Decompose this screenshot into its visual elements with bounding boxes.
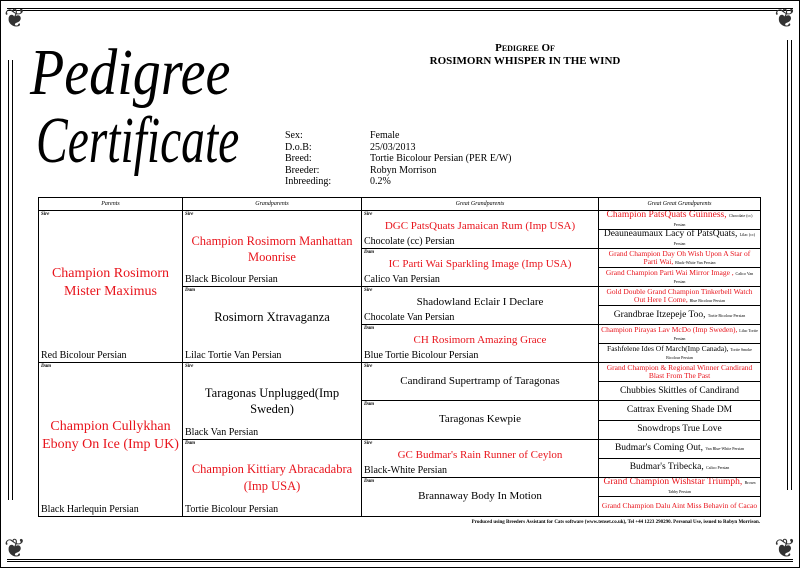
colour-text: Calico Persian bbox=[706, 465, 730, 471]
colour-text: Tortie Bicolour Persian bbox=[707, 312, 746, 318]
cat-name: Budmar's Tribecka, bbox=[629, 462, 704, 473]
left-double-rule bbox=[8, 60, 13, 500]
colour-text: Van Blue-White Persian bbox=[705, 446, 745, 452]
cat-name: Taragonas Unplugged(Imp Sweden) bbox=[204, 386, 340, 417]
info-value: 25/03/2013 bbox=[370, 141, 416, 153]
great-great-grandparent-cell bbox=[599, 306, 760, 325]
sire-dam-label: Dam bbox=[364, 326, 374, 332]
corner-ornament-icon: ❦ bbox=[4, 534, 26, 563]
info-label: Breeder: bbox=[285, 164, 320, 176]
sire-dam-label: Sire bbox=[364, 288, 373, 294]
sire-dam-label: Dam bbox=[364, 402, 374, 408]
cat-name: Budmar's Coming Out, bbox=[614, 443, 703, 454]
script-title-certificate: Certificate bbox=[36, 104, 240, 177]
cat-name: Cattrax Evening Shade DM bbox=[626, 404, 733, 415]
great-grandparent-cell bbox=[362, 363, 599, 401]
colour-text: Chocolate (cc) Persian bbox=[364, 236, 455, 248]
title-line1: Pedigree Of bbox=[495, 42, 555, 54]
colour-text: Black Harlequin Persian bbox=[41, 503, 139, 515]
pedigree-table bbox=[38, 197, 761, 517]
cat-name: Grand Champion Day Oh Wish Upon A Star of Parti Wai, bbox=[608, 249, 751, 267]
info-value: 0.2% bbox=[370, 176, 391, 187]
sire-dam-label: Dam bbox=[185, 440, 195, 446]
cat-name: Deauneaumaux Lacy of PatsQuats, bbox=[603, 230, 738, 240]
grandparent-cell bbox=[183, 211, 362, 287]
cat-name: Gold Double Grand Champion Tinkerbell Watch Out Here I Come, bbox=[606, 287, 753, 305]
grandparent-cell bbox=[183, 287, 362, 363]
great-great-grandparent-cell bbox=[599, 440, 760, 459]
info-label: Breed: bbox=[285, 153, 312, 164]
grandparent-cell bbox=[183, 363, 362, 439]
colour-text: Tortie Smoke Bicolour Persian bbox=[666, 347, 752, 361]
column-header: Great Grandparents bbox=[362, 198, 599, 210]
parent-cell bbox=[39, 363, 183, 515]
great-great-grandparent-cell bbox=[599, 268, 760, 287]
corner-ornament-icon: ❦ bbox=[774, 4, 796, 33]
corner-ornament-icon: ❦ bbox=[4, 4, 26, 33]
great-grandparent-cell bbox=[362, 440, 599, 478]
cat-name: ROSIMORN WHISPER IN THE WIND bbox=[429, 55, 621, 67]
colour-text: Lilac Tortie Van Persian bbox=[185, 350, 282, 362]
cat-name: Fashfelene Ides Of March(Imp Canada), bbox=[607, 344, 729, 354]
cat-name: Grand Champion Wishstar Triumph, bbox=[603, 477, 743, 487]
sire-dam-label: Dam bbox=[41, 364, 51, 370]
cat-info bbox=[285, 130, 512, 188]
sire-dam-label: Sire bbox=[185, 364, 194, 370]
colour-text: Chocolate (cc) Persian bbox=[673, 213, 753, 228]
great-great-grandparent-cell bbox=[599, 421, 760, 440]
colour-text: Calico Van Persian bbox=[364, 274, 440, 286]
script-title-pedigree: Pedigree bbox=[30, 36, 231, 109]
colour-text: Calico Van Persian bbox=[673, 271, 754, 285]
colour-text: Black-White Van Persian bbox=[675, 260, 716, 266]
great-great-grandparent-cell bbox=[599, 287, 760, 306]
info-value: Female bbox=[370, 130, 400, 141]
great-grandparent-cell bbox=[362, 325, 599, 363]
great-grandparent-cell bbox=[362, 249, 599, 287]
colour-text: Tortie Bicolour Persian bbox=[185, 503, 279, 515]
info-value: Robyn Morrison bbox=[370, 164, 437, 176]
great-grandparent-cell bbox=[362, 478, 599, 516]
info-label: D.o.B: bbox=[285, 141, 312, 153]
column-header: Parents bbox=[39, 198, 183, 210]
colour-text: Blue Bicolour Persian bbox=[689, 298, 725, 304]
cat-name: Rosimorn Xtravaganza bbox=[214, 310, 330, 325]
sire-dam-label: Sire bbox=[364, 364, 373, 370]
cat-name: DGC PatsQuats Jamaican Rum (Imp USA) bbox=[384, 220, 576, 232]
cat-name: GC Budmar's Rain Runner of Ceylon bbox=[397, 448, 563, 461]
colour-text: Lilac (cc) Persian bbox=[673, 232, 756, 247]
great-great-grandparent-cell bbox=[599, 478, 760, 497]
grandparent-cell bbox=[183, 440, 362, 516]
cat-name: Champion PatsQuats Guinness, bbox=[606, 211, 727, 221]
great-great-grandparent-cell bbox=[599, 363, 760, 382]
corner-ornament-icon: ❦ bbox=[774, 534, 796, 563]
cat-name: Shadowland Eclair I Declare bbox=[416, 296, 544, 309]
cat-name: CH Rosimorn Amazing Grace bbox=[413, 334, 547, 347]
info-label: Sex: bbox=[285, 130, 303, 141]
info-value: Tortie Bicolour Persian (PER E/W) bbox=[370, 153, 512, 164]
great-grandparent-cell bbox=[362, 287, 599, 325]
great-great-grandparent-cell bbox=[599, 344, 760, 363]
colour-text: Blue Tortie Bicolour Persian bbox=[364, 350, 479, 362]
great-great-grandparent-cell bbox=[599, 230, 760, 249]
sire-dam-label: Dam bbox=[185, 288, 195, 294]
pedigree-grid bbox=[39, 211, 760, 516]
cat-name: Champion Cullykhan Ebony On Ice (Imp UK) bbox=[42, 418, 179, 452]
parent-cell bbox=[39, 211, 183, 363]
great-great-grandparent-cell bbox=[599, 459, 760, 478]
cat-name: Grand Champion & Regional Winner Candirand Blast From The Past bbox=[606, 363, 753, 381]
great-great-grandparent-cell bbox=[599, 401, 760, 420]
cat-name: Grandbrae Itzepeje Too, bbox=[613, 309, 706, 320]
great-great-grandparent-cell bbox=[599, 249, 760, 268]
pedigree-title bbox=[360, 42, 690, 68]
column-header: Great Great Grandparents bbox=[647, 201, 712, 207]
info-label: Inbreeding: bbox=[285, 176, 332, 187]
cat-name: Candirand Supertramp of Taragonas bbox=[400, 375, 560, 388]
cat-name: Champion Kittiary Abracadabra (Imp USA) bbox=[191, 462, 353, 493]
colour-text: Lilac Tortie Persian bbox=[673, 328, 758, 342]
table-header bbox=[39, 198, 760, 211]
sire-dam-label: Sire bbox=[364, 440, 373, 446]
right-double-rule bbox=[787, 40, 792, 490]
great-great-grandparent-cell bbox=[599, 497, 760, 516]
colour-text: Brown Tabby Persian bbox=[668, 479, 756, 494]
column-header: Grandparents bbox=[183, 198, 362, 210]
cat-name: Taragonas Kewpie bbox=[438, 413, 521, 426]
great-great-grandparent-cell bbox=[599, 211, 760, 230]
great-great-grandparent-cell bbox=[599, 325, 760, 344]
footer-note: Produced using Breeders Assistant for Cats software (www.tenset.co.uk), Tel +44 1223 290290. Personal Use, issued to Robyn Morrison. bbox=[471, 520, 760, 525]
colour-text: Black Bicolour Persian bbox=[185, 274, 278, 286]
great-grandparent-cell bbox=[362, 401, 599, 439]
sire-dam-label: Sire bbox=[41, 212, 50, 217]
cat-name: Brannaway Body In Motion bbox=[418, 489, 542, 502]
cat-name: Champion Rosimorn Mister Maximus bbox=[51, 266, 170, 300]
sire-dam-label: Dam bbox=[364, 478, 374, 484]
colour-text: Black Van Persian bbox=[185, 426, 259, 438]
colour-text: Red Bicolour Persian bbox=[41, 350, 127, 362]
cat-name: Champion Rosimorn Manhattan Moonrise bbox=[191, 233, 353, 265]
great-great-grandparent-cell bbox=[599, 382, 760, 401]
sire-dam-label: Dam bbox=[364, 250, 374, 256]
cat-name: Chubbies Skittles of Candirand bbox=[619, 385, 739, 396]
sire-dam-label: Sire bbox=[364, 212, 373, 217]
cat-name: IC Parti Wai Sparkling Image (Imp USA) bbox=[388, 258, 572, 271]
cat-name: Champion Pirayas Lav McDo (Imp Sweden), bbox=[601, 325, 738, 335]
cat-name: Grand Champion Parti Wai Mirror Image , bbox=[605, 268, 734, 278]
cat-name: Grand Champion Dalu Aint Miss Behavin of Cacao bbox=[601, 501, 758, 511]
colour-text: Black-White Persian bbox=[364, 464, 448, 476]
cat-name: Snowdrops True Love bbox=[637, 424, 722, 435]
great-grandparent-cell bbox=[362, 211, 599, 249]
colour-text: Chocolate Van Persian bbox=[364, 312, 455, 324]
sire-dam-label: Sire bbox=[185, 212, 194, 217]
